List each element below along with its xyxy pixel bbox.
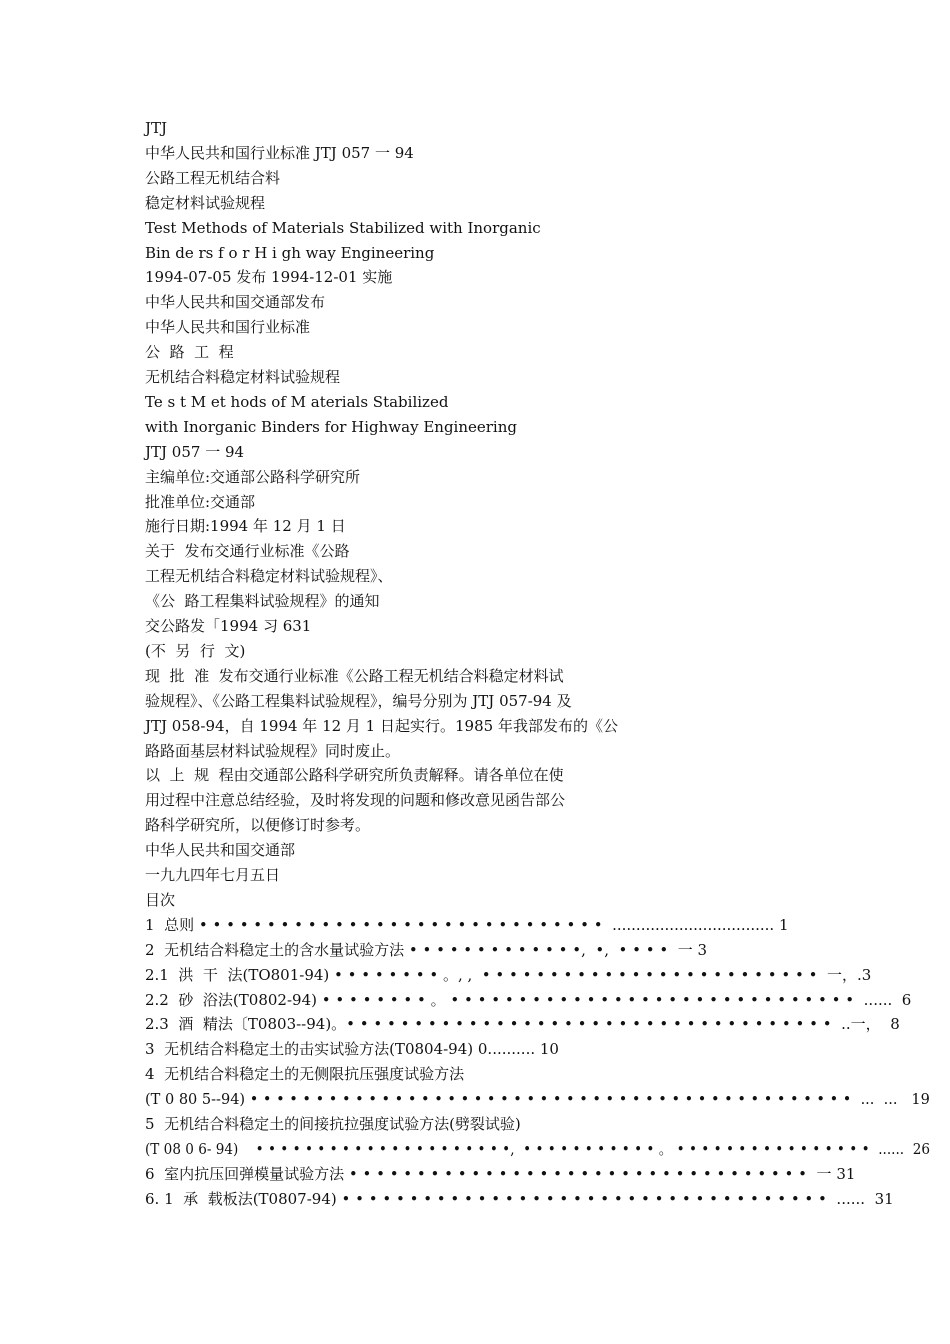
text-line: 4 无机结合料稳定土的无侧限抗压强度试验方法: [145, 1065, 465, 1084]
text-line: 路路面基层材料试验规程》同时废止。: [145, 741, 401, 760]
text-line: 施行日期:1994 年 12 月 1 日: [145, 517, 346, 536]
text-line: 关于 发布交通行业标准《公路: [145, 542, 350, 561]
text-line: 1 总则 • • • • • • • • • • • • • • • • • • • • • • • • • • • • • • .................................. 1: [145, 915, 789, 934]
text-line: 2.1 洪 干 法(TO801-94) • • • • • • • • 。, , • • • • • • • • • • • • • • • • • • • • • • • • • 一，.3: [145, 965, 872, 984]
text-line: 用过程中注意总结经验，及时将发现的问题和修改意见函告部公: [145, 791, 566, 810]
text-line: 稳定材料试验规程: [145, 193, 266, 212]
text-line: 批准单位:交通部: [145, 492, 256, 511]
text-line: (T 08 0 6- 94) • • • • • • • • • • • • • • • • • • • • •, • • • • • • • • • • • 。 • • • • • • • • • • • • • • • • ...... 26: [145, 1139, 931, 1158]
text-line: 3 无机结合料稳定土的击实试验方法(T0804-94) 0.......... 10: [145, 1040, 559, 1059]
text-line: 中华人民共和国交通部发布: [145, 293, 326, 312]
text-line: 2.3 酒 精法〔T0803--94)。• • • • • • • • • • • • • • • • • • • • • • • • • • • • • • • • • • • • ..一， 8: [145, 1015, 900, 1034]
text-line: 中华人民共和国交通部: [145, 841, 296, 860]
text-line: 2 无机结合料稳定土的含水量试验方法 • • • • • • • • • • • • •, •, • • • • 一 3: [145, 940, 708, 959]
text-line: 公 路 工 程: [145, 343, 234, 362]
text-line: 交公路发「1994 习 631: [145, 617, 312, 635]
text-line: 主编单位:交通部公路科学研究所: [145, 467, 361, 486]
text-line: Bin de rs f o r H i gh way Engineering: [145, 243, 435, 262]
text-line: (不 另 行 文): [145, 641, 246, 660]
text-line: 无机结合料稳定材料试验规程: [145, 368, 341, 386]
text-line: 现 批 准 发布交通行业标准《公路工程无机结合料稳定材料试: [145, 666, 564, 685]
text-line: 目次: [145, 890, 176, 909]
text-line: with Inorganic Binders for Highway Engineering: [145, 417, 517, 436]
text-line: (T 0 80 5--94) • • • • • • • • • • • • • • • • • • • • • • • • • • • • • • • • • • • • • • • • • • • • • • ... ... 19: [145, 1090, 930, 1109]
text-line: 6. 1 承 载板法(T0807-94) • • • • • • • • • • • • • • • • • • • • • • • • • • • • • • • • • • • • ...... 31: [145, 1189, 894, 1208]
text-line: 《公 路工程集料试验规程》的通知: [145, 592, 380, 611]
text-line: 2.2 砂 浴法(T0802-94) • • • • • • • • 。 • • • • • • • • • • • • • • • • • • • • • • • • • • • • • • ...... 6: [145, 990, 912, 1009]
text-line: 路科学研究所，以便修订时参考。: [145, 816, 371, 835]
text-line: 5 无机结合料稳定土的间接抗拉强度试验方法(劈裂试验): [145, 1115, 521, 1133]
text-line: 验规程》、《公路工程集料试验规程》，编号分别为 JTJ 057-94 及: [145, 691, 572, 710]
text-line: 6 室内抗压回弹模量试验方法 • • • • • • • • • • • • • • • • • • • • • • • • • • • • • • • • • • 一 31: [145, 1164, 856, 1183]
text-line: JTJ 057 一 94: [145, 442, 245, 461]
text-line: 一九九四年七月五日: [145, 866, 281, 884]
text-line: Test Methods of Materials Stabilized with Inorganic: [145, 218, 541, 237]
text-line: 1994-07-05 发布 1994-12-01 实施: [145, 268, 393, 287]
text-line: 公路工程无机结合料: [145, 168, 281, 187]
text-line: Te s t M et hods of M aterials Stabilized: [145, 392, 449, 411]
text-line: 以 上 规 程由交通部公路科学研究所负责解释。请各单位在使: [145, 766, 564, 785]
text-line: 中华人民共和国行业标准 JTJ 057 一 94: [145, 143, 414, 162]
text-line: 中华人民共和国行业标准: [145, 318, 311, 337]
text-line: JTJ: [145, 119, 168, 137]
text-line: JTJ 058-94，自 1994 年 12 月 1 日起实行。1985 年我部发布的《公: [145, 716, 618, 735]
text-line: 工程无机结合料稳定材料试验规程》、: [145, 567, 393, 586]
